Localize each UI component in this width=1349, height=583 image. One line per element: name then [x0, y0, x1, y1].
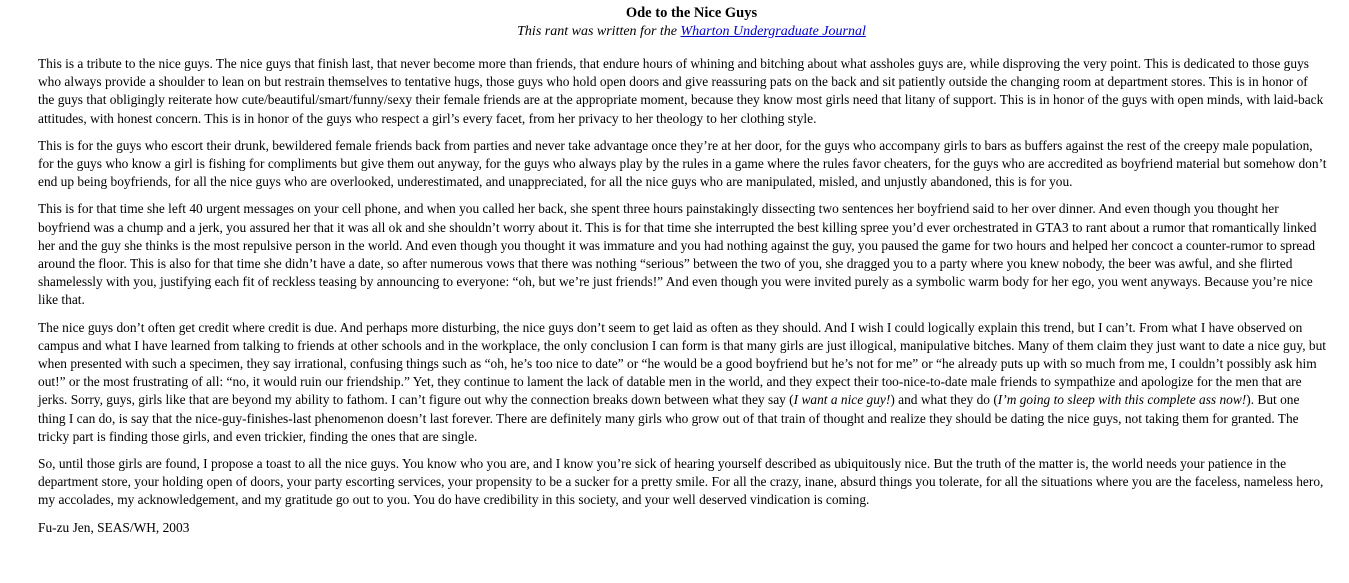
paragraph-3: This is for that time she left 40 urgent messages on your cell phone, and when you called her back, she spent three hours painstakingly dissecting two sentences her boyfriend said to her over dinner. And even though you thought her boyfriend was a chump and a jerk, you assured her that it was all ok and she shouldn’t worry about it. This is for that time she interrupted the best killing spree you’d ever orchestrated in GTA3 to rant about a rumor that romantically linked her and the guy she thinks is the most repulsive person in the world. And even though you thought it was immature and you had nothing against the guy, you paused the game for two hours and helped her concoct a counter-rumor to spread around the floor. This is also for that time she didn’t have a date, so after numerous vows that there was nothing “serious” between the two of you, she dragged you to a party where you knew nobody, the beer was awful, and she flirted shamelessly with you, justifying each fit of reckless teasing by announcing to everyone: “oh, but we’re just friends!” And even though you were invited purely as a symbolic warm body for her ego, you went anyways. Because you’re nice like that. — [38, 201, 1317, 308]
page-title: Ode to the Nice Guys — [625, 5, 758, 21]
paragraph-4-text-b: ) and what they do ( — [890, 392, 998, 408]
subtitle-text: This rant was written for the — [517, 24, 681, 39]
page-subtitle — [38, 23, 1327, 41]
paragraph-1: This is a tribute to the nice guys. The nice guys that finish last, that never become more than friends, that endure hours of whining and bitching about what assholes guys are, while disproving the very point. This is dedicated to those guys who always provide a shoulder to lean on but restrain themselves to tentative hugs, those guys who hold open doors and give reassuring pats on the back and sit patiently outside the changing room at department stores. This is in honor of the guys that obligingly reiterate how cute/beautiful/smart/funny/sexy their female friends are at the appropriate moment, because they know most girls need that litany of support. This is in honor of the guys with open minds, with laid-back attitudes, with honest concern. This is in honor of the guys who respect a girl’s every facet, from her privacy to her theology to her clothing style. — [38, 56, 1324, 126]
paragraph-2: This is for the guys who escort their drunk, bewildered female friends back from parties and never take advantage once they’re at her door, for the guys who accompany girls to bars as buffers against the rest of the creepy male population, for the guys who know a girl is fishing for compliments but give them out anyway, for the guys who always play by the rules in a game where the rules favor cheaters, for the guys who are accredited as boyfriend material but somehow don’t end up being boyfriends, for all the nice guys who are overlooked, underestimated, and unappreciated, for all the nice guys who are manipulated, misled, and unjustly abandoned, this is for you. — [38, 137, 1327, 190]
paragraph-4-text-c: ). But one thing I can do, is say that the nice-guy-finishes-last phenomenon doesn’t last forever. There are definitely many girls who grow out of that train of thought and realize they should be dating the nice guys, not taking them for granted. The tricky part is finding those girls, and even trickier, finding the ones that are single. — [38, 392, 1300, 444]
paragraph-4-quote-a: I want a nice guy! — [793, 392, 891, 408]
author-signature: Fu-zu Jen, SEAS/WH, 2003 — [38, 519, 190, 535]
paragraph-4-quote-b: I’m going to sleep with this complete ass now! — [997, 392, 1247, 408]
paragraph-4 — [38, 319, 1327, 446]
journal-link[interactable]: Wharton Undergraduate Journal — [680, 24, 866, 39]
paragraph-5: So, until those girls are found, I propose a toast to all the nice guys. You know who you are, and I know you’re sick of hearing yourself described as ubiquitously nice. But the truth of the matter is, the world needs your patience in the department store, your holding open of doors, your party escorting services, your propensity to be a sucker for a pretty smile. For all the crazy, inane, absurd things you tolerate, for all the situations where you are the faceless, nameless hero, my accolades, my acknowledgement, and my gratitude go out to you. You do have credibility in this society, and your well deserved vindication is coming. — [38, 456, 1324, 508]
paragraph-4-text-a: The nice guys don’t often get credit where credit is due. And perhaps more disturbing, the nice guys don’t seem to get laid as often as they should. And I wish I could logically explain this trend, but I can’t. From what I have observed on campus and what I have learned from talking to friends at other schools and in the workplace, the only conclusion I can form is that many girls are just illogical, manipulative bitches. Many of them claim they just want to date a nice guy, but when presented with such a specimen, they say irrational, confusing things such as “oh, he’s too nice to date” or “he would be a good boyfriend but he’s not for me” or “he already puts up with so much from me, I couldn’t possibly ask him out!” or the most frustrating of all: “no, it would ruin our friendship.” Yet, they continue to lament the lack of datable men in the world, and they expect their too-nice-to-date male friends to sympathize and apologize for the men that are jerks. Sorry, guys, girls like that are beyond my ability to fathom. I can’t figure out why the connection breaks down between what they say ( — [38, 319, 1326, 408]
